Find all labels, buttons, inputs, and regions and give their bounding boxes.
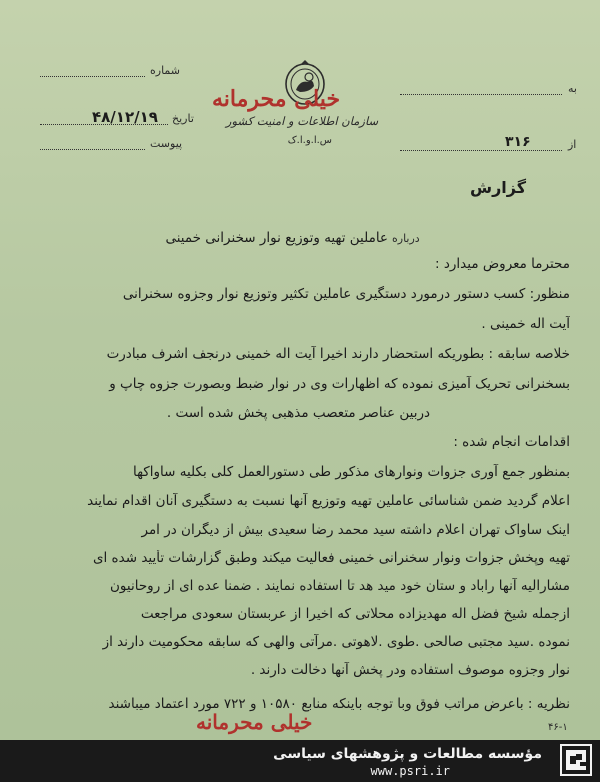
from-value: ۳۱۶ — [505, 134, 531, 150]
body-line-16: نظریه : باعرض مراتب فوق وبا توجه باینکه منابع ۱۰۵۸۰ و ۷۲۲ مورد اعتماد میباشند — [108, 696, 570, 712]
date-label: تاریخ — [172, 112, 194, 125]
organization-name: سازمان اطلاعات و امنیت کشور — [225, 114, 379, 128]
body-line-3: آیت اله خمینی . — [481, 316, 570, 332]
body-line-11: تهیه وپخش جزوات ونوار سخنرانی خمینی فعالیت میکند وطبق گزارشات تأیید شده ای — [92, 550, 570, 566]
number-line — [40, 76, 145, 77]
body-line-14: نموده .سید مجتبی صالحی .طوی .لاهوتی .مرآتی والهی که سابقه محکومیت دارند از — [102, 634, 570, 650]
body-line-9: اعلام گردید ضمن شناسائی عاملین تهیه وتوزیع آنها نسبت به دستگیری آنان اقدام نمایند — [87, 493, 570, 509]
body-line-6: دربین عناصر متعصب مذهبی پخش شده است . — [166, 405, 430, 421]
body-line-2: منظور: کسب دستور درمورد دستگیری عاملین تکثیر وتوزیع نوار وجزوه سخنرانی — [122, 286, 570, 302]
body-line-7: اقدامات انجام شده : — [453, 434, 570, 450]
body-line-10: اینک ساواک تهران اعلام داشته سید محمد رضا سعیدی بیش از دیگران در امر — [141, 522, 570, 538]
report-title: گزارش — [470, 178, 527, 197]
classification-stamp-bottom: خیلی محرمانه — [196, 710, 313, 734]
date-value: ۴۸/۱۲/۱۹ — [92, 108, 158, 126]
psri-logo — [560, 744, 592, 776]
body-line-15: نوار وجزوه موصوف استفاده ودر پخش آنها دخالت دارند . — [250, 662, 570, 678]
body-line-13: ازجمله شیخ فضل اله مهدیزاده محلاتی که اخیرا از عربستان سعودی مراجعت — [140, 606, 570, 622]
subject-label: درباره — [392, 232, 420, 245]
to-label: به — [568, 82, 577, 95]
from-line — [400, 150, 562, 151]
body-line-1: محترما معروض میدارد : — [435, 256, 570, 272]
organization-abbreviation: س.ا.و.ا.ک — [287, 135, 332, 146]
subject-text: عاملین تهیه وتوزیع نوار سخنرانی خمینی — [165, 230, 388, 246]
body-line-12: مشارالیه آنها راباد و ستان خود مید هد تا استفاده نمایند . ضمنا عده ای از روحانیون — [110, 578, 570, 594]
attachment-label: پیوست — [150, 137, 183, 150]
footer-bar — [0, 740, 600, 782]
number-label: شماره — [150, 64, 181, 77]
body-line-4: خلاصه سابقه : بطوریکه استحضار دارند اخیرا آیت اله خمینی درنجف اشرف مبادرت — [106, 346, 570, 362]
date-line — [40, 124, 168, 125]
institute-name: مؤسسه مطالعات و پژوهشهای سیاسی — [273, 746, 542, 762]
from-label: از — [568, 138, 577, 151]
to-line — [400, 94, 562, 95]
body-line-8: بمنظور جمع آوری جزوات ونوارهای مذکور طی دستورالعمل کلی بکلیه ساواکها — [132, 464, 570, 480]
classification-stamp-top: خیلی محرمانه — [212, 86, 341, 112]
page-number: ۴۶-۱ — [548, 722, 568, 733]
attachment-line — [40, 149, 145, 150]
body-line-5: بسخنرانی تحریک آمیزی نموده که اظهارات وی در نوار ضبط وبصورت جزوه چاپ و — [109, 376, 570, 392]
institute-url[interactable]: www.psri.ir — [370, 764, 450, 778]
